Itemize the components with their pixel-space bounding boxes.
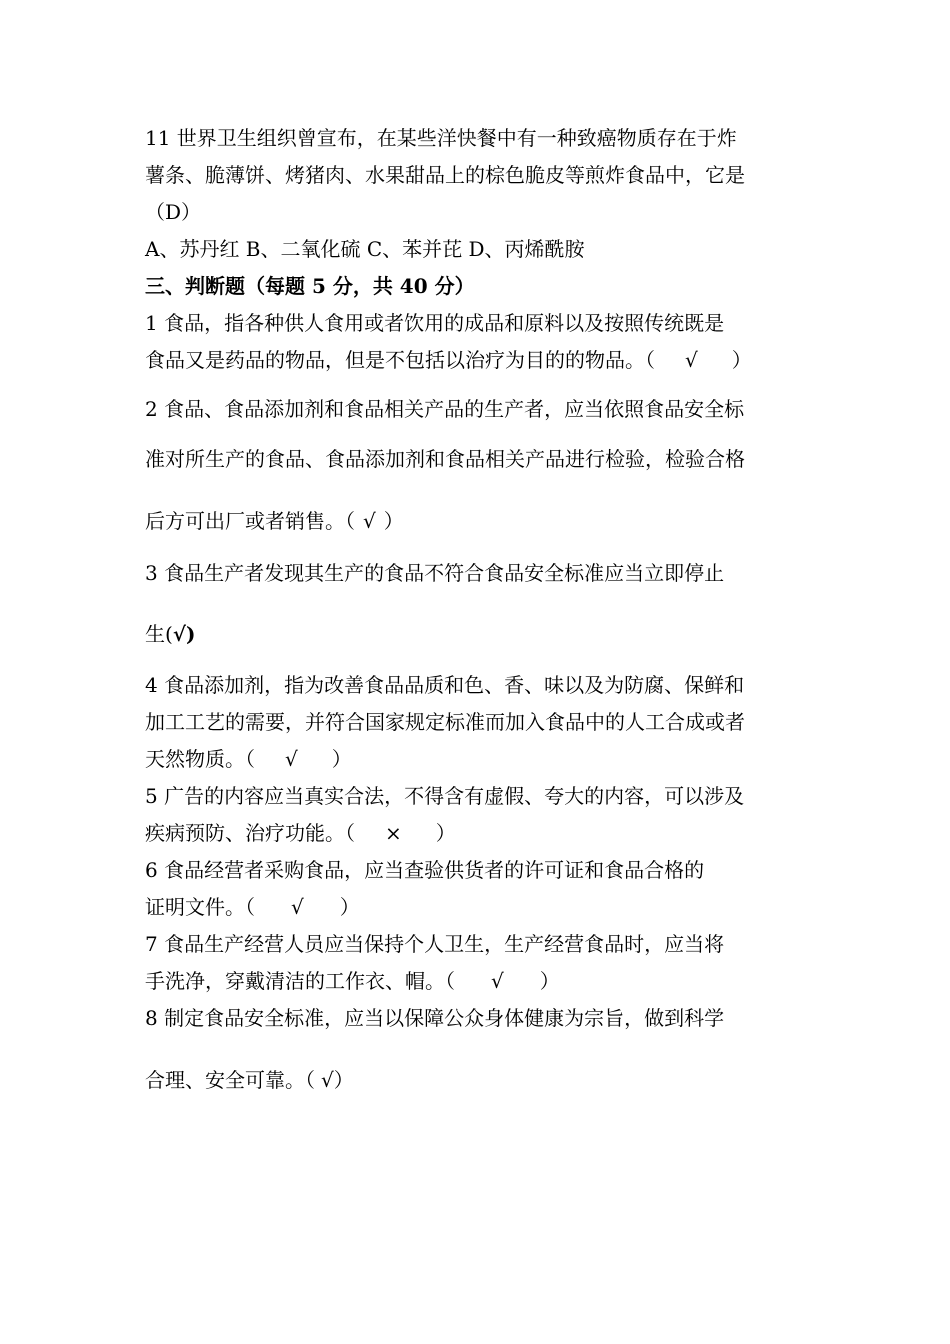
item-4-text: 天然物质。（ [145,747,255,771]
item-6-close-paren: ） [339,895,360,919]
item-6-answer-mark: √ [291,895,304,919]
item-2-line-2: 准对所生产的食品、食品添加剂和食品相关产品进行检验，检验合格 [145,447,745,471]
item-3-answer-mark: √ [172,622,186,646]
item-8-answer-mark: √ [321,1068,334,1092]
item-8-close-paren: ） [333,1068,354,1092]
item-5-close-paren: ） [435,821,456,845]
question-11-options: A、苏丹红 B、二氧化硫 C、苯并芘 D、丙烯酰胺 [145,237,585,261]
item-3-line-2 [145,622,825,646]
question-11-line-2: 薯条、脆薄饼、烤猪肉、水果甜品上的棕色脆皮等煎炸食品中，它是 [145,163,745,187]
item-5-answer-mark: × [385,821,402,845]
item-2-text: 后方可出厂或者销售。（ [145,509,355,533]
item-1-line-2 [145,348,825,372]
item-1-line-1: 1 食品，指各种供人食用或者饮用的成品和原料以及按照传统既是 [145,311,725,335]
item-1-text: 食品又是药品的物品，但是不包括以治疗为目的的物品。（ [145,348,655,372]
item-2-answer-mark: √ [363,509,376,533]
item-4-line-3 [145,747,825,771]
section-title: 三、判断题（每题 5 分，共 40 分） [145,274,475,298]
item-2-close-paren: ） [383,509,404,533]
item-5-line-2 [145,821,825,845]
item-8-line-2 [145,1068,825,1092]
item-4-close-paren: ） [331,747,352,771]
item-3-line-1: 3 食品生产者发现其生产的食品不符合食品安全标准应当立即停止 [145,561,725,585]
item-5-line-1: 5 广告的内容应当真实合法，不得含有虚假、夸大的内容，可以涉及 [145,784,745,808]
item-8-text: 合理、安全可靠。（ [145,1068,315,1092]
item-8-line-1: 8 制定食品安全标准，应当以保障公众身体健康为宗旨，做到科学 [145,1006,725,1030]
item-1-close-paren: ） [731,348,752,372]
item-6-text: 证明文件。（ [145,895,255,919]
item-4-line-2: 加工工艺的需要，并符合国家规定标准而加入食品中的人工合成或者 [145,710,745,734]
question-11-line-3: （D） [145,200,202,224]
item-7-text: 手洗净，穿戴清洁的工作衣、帽。（ [145,969,455,993]
item-2-line-1: 2 食品、食品添加剂和食品相关产品的生产者，应当依照食品安全标 [145,397,745,421]
item-3-close-paren: ) [185,622,196,646]
item-7-line-2 [145,969,825,993]
item-6-line-1: 6 食品经营者采购食品，应当查验供货者的许可证和食品合格的 [145,858,705,882]
item-6-line-2 [145,895,825,919]
item-4-line-1: 4 食品添加剂，指为改善食品品质和色、香、味以及为防腐、保鲜和 [145,673,745,697]
question-11-line-1: 11 世界卫生组织曾宣布，在某些洋快餐中有一种致癌物质存在于炸 [145,126,737,150]
item-7-close-paren: ） [539,969,560,993]
item-1-answer-mark: √ [685,348,698,372]
item-4-answer-mark: √ [285,747,298,771]
item-3-text: 生( [145,622,173,646]
item-5-text: 疾病预防、治疗功能。（ [145,821,355,845]
item-7-answer-mark: √ [491,969,504,993]
item-2-line-3 [145,509,825,533]
item-7-line-1: 7 食品生产经营人员应当保持个人卫生，生产经营食品时，应当将 [145,932,725,956]
